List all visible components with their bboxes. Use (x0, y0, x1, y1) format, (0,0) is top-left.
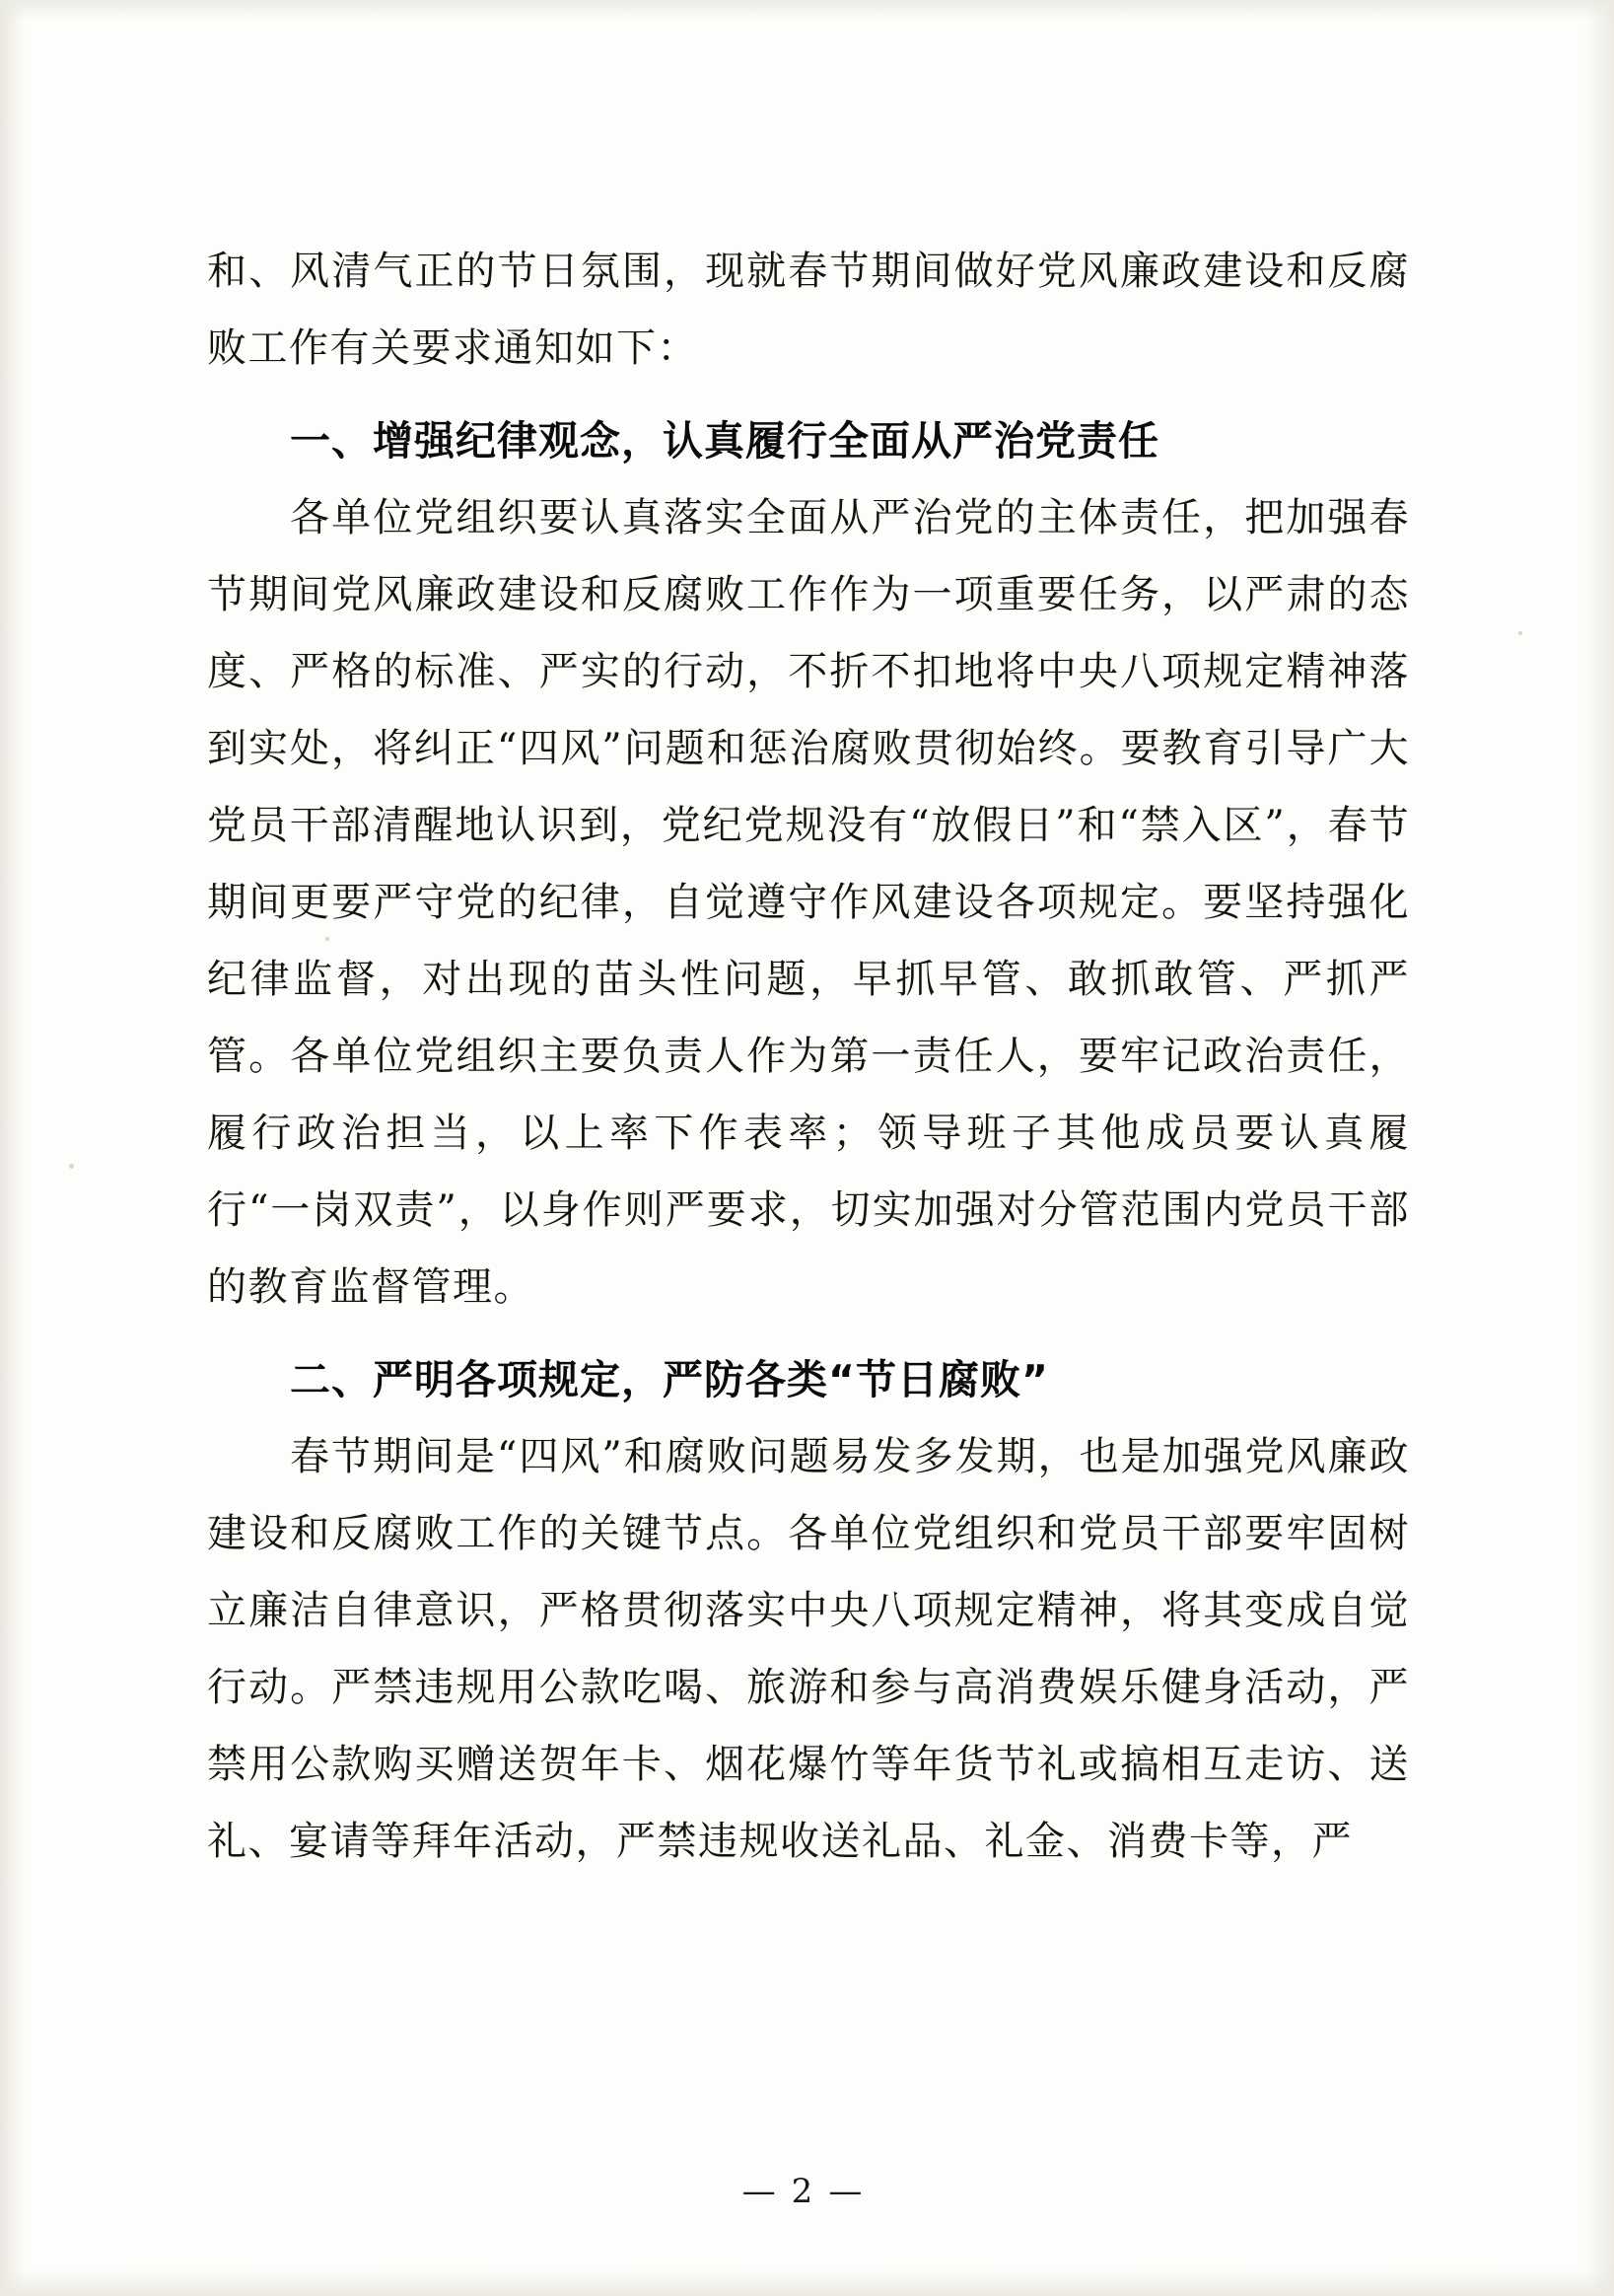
section-heading-one: 一、增强纪律观念，认真履行全面从严治党责任 (290, 417, 1159, 465)
page-edge-shadow-right (1584, 0, 1614, 2296)
section-heading-two: 二、严明各项规定，严防各类“节日腐败” (290, 1356, 1049, 1403)
page-number-value: 2 (791, 2172, 823, 2211)
page-number-dash-left: — (741, 2172, 786, 2211)
page-edge-shadow-bottom (0, 2270, 1614, 2296)
paragraph-section-one-body: 各单位党组织要认真落实全面从严治党的主体责任，把加强春节期间党风廉政建设和反腐败工作作为一项重要任务，以严肃的态度、严格的标准、严实的行动，不折不扣地将中央八项规定精神落到实处，将纠正“四风”问题和惩治腐败贯彻始终。要教育引导广大党员干部清醒地认识到，党纪党规没有“放假日”和“禁入区”，春节期间更要严守党的纪律，自觉遵守作风建设各项规定。要坚持强化纪律监督，对出现的苗头性问题，早抓早管、敢抓敢管、严抓严管。各单位党组织主要负责人作为第一责任人，要牢记政治责任，履行政治担当，以上率下作表率；领导班子其他成员要认真履行“一岗双责”，以身作则严要求，切实加强对分管范围内党员干部的教育监督管理。 (207, 495, 1410, 1310)
page-edge-shadow-left (0, 0, 26, 2296)
page-number-dash-right: — (828, 2172, 873, 2211)
document-body (207, 233, 1410, 1880)
paragraph-section-two-body: 春节期间是“四风”和腐败问题易发多发期，也是加强党风廉政建设和反腐败工作的关键节点。各单位党组织和党员干部要牢固树立廉洁自律意识，严格贯彻落实中央八项规定精神，将其变成自觉行动。严禁违规用公款吃喝、旅游和参与高消费娱乐健身活动，严禁用公款购买赠送贺年卡、烟花爆竹等年货节礼或搞相互走访、送礼、宴请等拜年活动，严禁违规收送礼品、礼金、消费卡等，严 (207, 1434, 1410, 1864)
page-edge-shadow-top (0, 0, 1614, 20)
paper-speck (69, 1164, 74, 1169)
page-number (0, 2172, 1614, 2211)
paper-speck (1518, 631, 1522, 635)
paragraph-opening-continued: 和、风清气正的节日氛围，现就春节期间做好党风廉政建设和反腐败工作有关要求通知如下： (207, 249, 1410, 371)
